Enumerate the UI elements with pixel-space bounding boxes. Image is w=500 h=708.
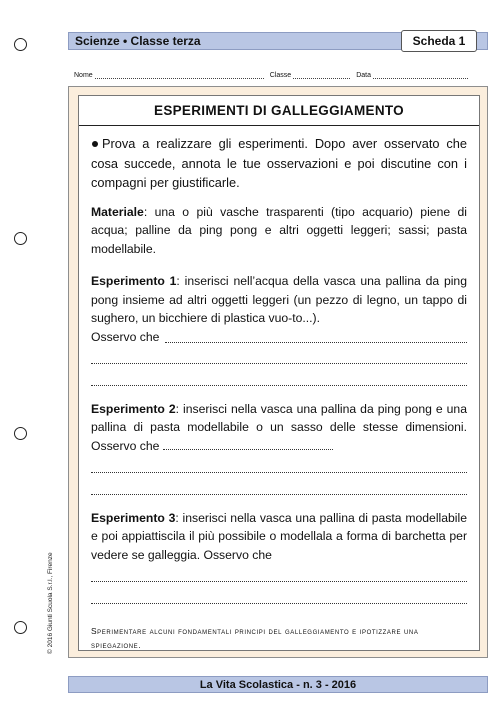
- subject-class-label: Scienze • Classe terza: [75, 34, 201, 48]
- experiment-1-text: : inserisci nell’acqua della vasca una pallina da ping pong insieme ad altri oggetti leggeri (un pezzo di legno, un tappo di sughero, un bicchiere di plastica vuo-to...).: [91, 274, 467, 326]
- footer-publication: La Vita Scolastica - n. 3 - 2016: [199, 678, 357, 691]
- answer-line[interactable]: [91, 585, 467, 604]
- page-title: ESPERIMENTI DI GALLEGGIAMENTO: [154, 103, 404, 118]
- answer-line[interactable]: [91, 564, 467, 583]
- class-label: Classe: [269, 72, 292, 79]
- experiment-1-observe-row: [91, 328, 467, 347]
- name-label: Nome: [74, 72, 93, 79]
- bullet-icon: [92, 141, 98, 147]
- date-field[interactable]: [373, 72, 468, 79]
- name-field[interactable]: [95, 72, 264, 79]
- binder-hole: [14, 621, 27, 634]
- sheet-number-badge: [401, 30, 477, 52]
- title-row: [79, 96, 479, 126]
- answer-line[interactable]: [91, 367, 467, 386]
- closing-objective: Sperimentare alcuni fondamentali principi del galleggiamento e ipotizzare una spiegazione.: [91, 625, 419, 650]
- copyright-notice: © 2016 Giunti Scuola S.r.l., Firenze: [47, 552, 54, 654]
- date-label: Data: [356, 72, 371, 79]
- intro-paragraph: [91, 134, 467, 193]
- footer-bar: [68, 676, 488, 693]
- experiment-3-text: : inserisci nella vasca una pallina di pasta modellabile e poi appiattiscila il più possibile o modellala a forma di barchetta per vedere se galleggia. Osservo che: [91, 510, 467, 562]
- answer-line[interactable]: [91, 455, 467, 474]
- worksheet-body: [79, 126, 479, 652]
- answer-line[interactable]: [165, 329, 467, 343]
- answer-line[interactable]: [163, 440, 333, 450]
- worksheet-card: [78, 95, 480, 651]
- worksheet-frame: [68, 86, 488, 658]
- experiment-2-text: : inserisci nella vasca una pallina da ping pong e una pallina di pasta modellabile o un sasso delle stesse dimensioni. Osservo che: [91, 401, 467, 454]
- materials-label: Materiale: [91, 204, 144, 219]
- answer-line[interactable]: [91, 476, 467, 495]
- materials-paragraph: [91, 203, 467, 259]
- experiment-1-observe-label: Osservo che: [91, 330, 160, 345]
- sheet-number: Scheda 1: [412, 34, 466, 48]
- materials-text: : una o più vasche trasparenti (tipo acquario) piene di acqua; palline da ping pong e altri oggetti leggeri; sassi; pasta modellabile.: [91, 204, 467, 256]
- intro-text: Prova a realizzare gli esperimenti. Dopo aver osservato che cosa succede, annota le tue osservazioni e poi discutine con i compagni per giustificarle.: [91, 136, 467, 190]
- experiment-1-label: Esperimento 1: [91, 274, 177, 289]
- binder-hole: [14, 38, 27, 51]
- student-info-line: [74, 67, 474, 79]
- binder-hole: [14, 427, 27, 440]
- experiment-3-paragraph: [91, 509, 467, 565]
- class-field[interactable]: [293, 72, 350, 79]
- experiment-2-label: Esperimento 2: [91, 401, 176, 416]
- answer-line[interactable]: [91, 346, 467, 365]
- experiment-1-paragraph: [91, 272, 467, 328]
- experiment-3-label: Esperimento 3: [91, 510, 176, 525]
- binder-hole: [14, 232, 27, 245]
- experiment-2-paragraph: [91, 400, 467, 456]
